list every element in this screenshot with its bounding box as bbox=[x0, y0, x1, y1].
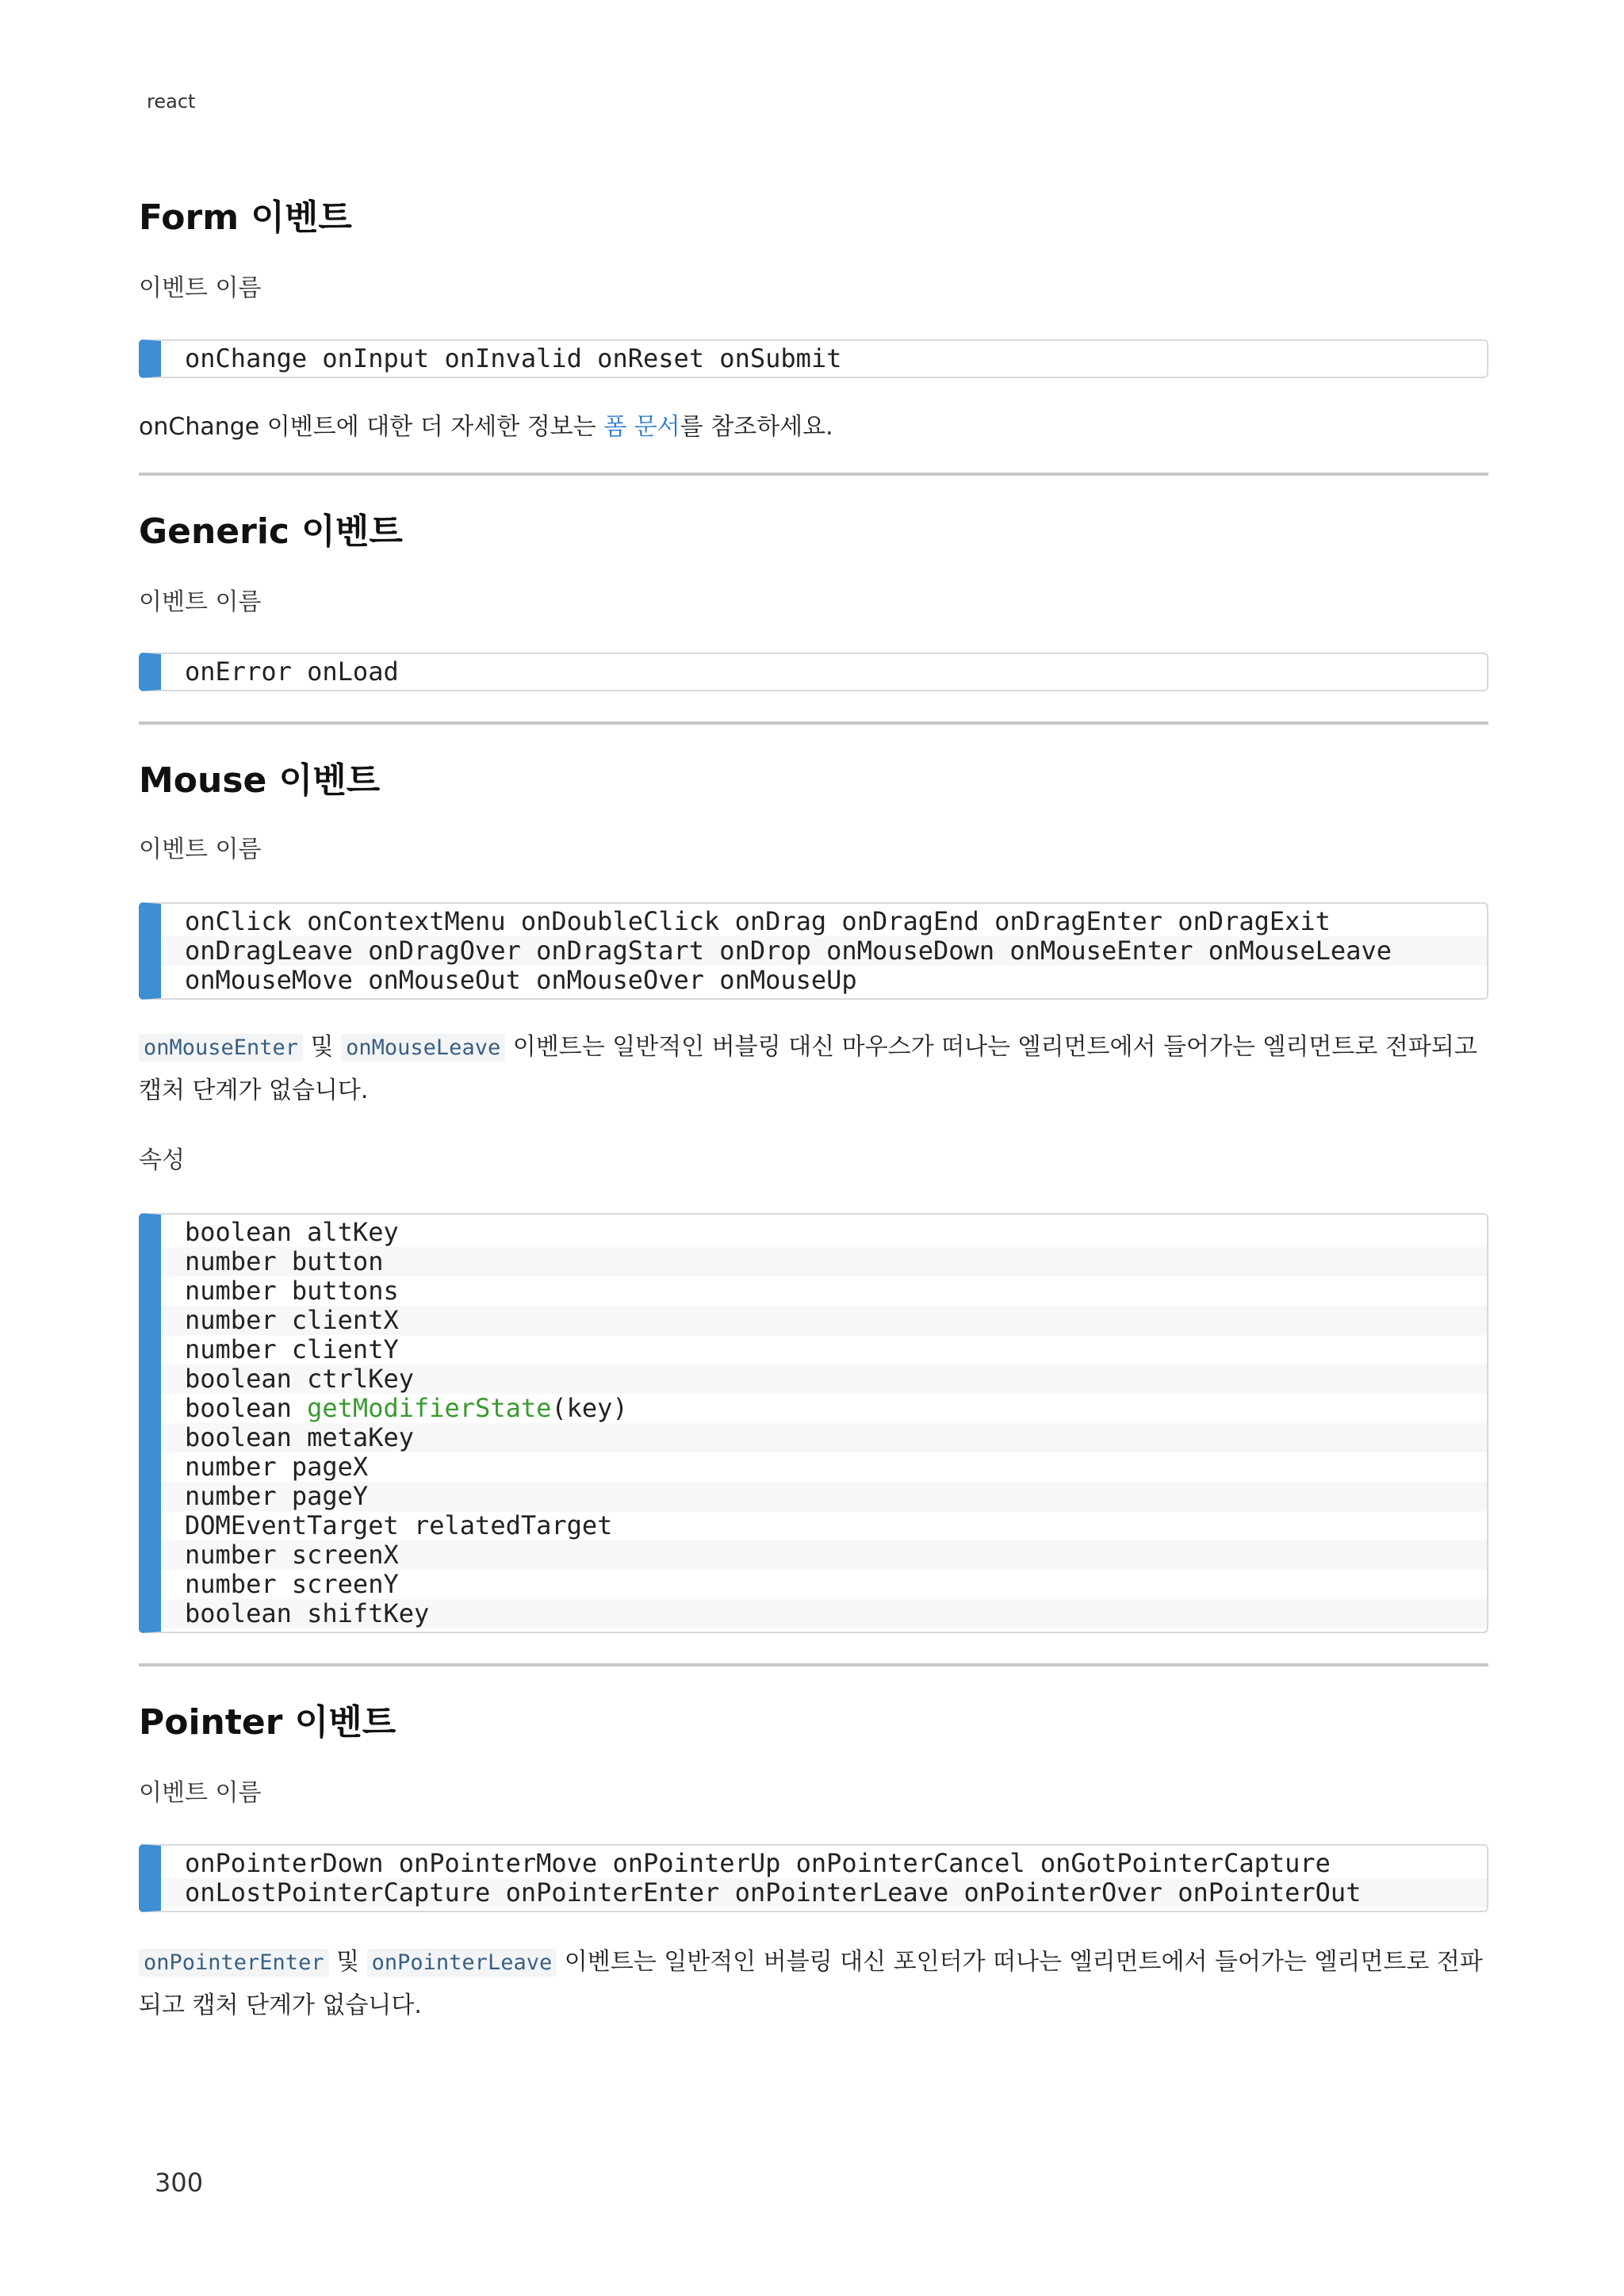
pointer-events-heading: Pointer 이벤트 bbox=[139, 1702, 396, 1743]
code-line: number pageX bbox=[185, 1452, 369, 1482]
code-line: onDragLeave onDragOver onDragStart onDrop onMouseDown onMouseEnter onMouseLeave bbox=[161, 936, 1487, 966]
form-event-names-label: 이벤트 이름 bbox=[139, 274, 262, 302]
code-line: number pageY bbox=[161, 1482, 1487, 1511]
section-divider bbox=[139, 473, 1488, 476]
mouse-properties-label: 속성 bbox=[139, 1146, 185, 1174]
inline-code-pointerenter: onPointerEnter bbox=[139, 1949, 329, 1976]
form-events-heading: Form 이벤트 bbox=[139, 197, 352, 238]
inline-code-mouseleave: onMouseLeave bbox=[341, 1034, 505, 1062]
code-line: number screenY bbox=[185, 1569, 399, 1599]
code-function-name: getModifierState bbox=[307, 1393, 552, 1423]
code-line: onError onLoad bbox=[185, 656, 399, 687]
generic-event-names-label: 이벤트 이름 bbox=[139, 588, 262, 616]
generic-events-heading: Generic 이벤트 bbox=[139, 511, 403, 552]
code-line: boolean altKey bbox=[185, 1217, 399, 1247]
form-note bbox=[139, 406, 1488, 449]
pointer-event-names-code bbox=[139, 1844, 1488, 1912]
mouse-note bbox=[139, 1026, 1488, 1112]
mouse-properties-code bbox=[139, 1213, 1488, 1633]
generic-event-names-code bbox=[139, 652, 1488, 691]
code-line: number clientX bbox=[161, 1306, 1487, 1335]
code-line: number buttons bbox=[185, 1276, 399, 1306]
form-docs-link[interactable]: 폼 문서 bbox=[603, 413, 680, 441]
mouse-event-names-label: 이벤트 이름 bbox=[139, 836, 262, 863]
code-line: onLostPointerCapture onPointerEnter onPointerLeave onPointerOver onPointerOut bbox=[161, 1878, 1487, 1908]
code-line: boolean shiftKey bbox=[161, 1599, 1487, 1628]
form-note-text-end: 를 참조하세요. bbox=[680, 413, 833, 441]
section-divider bbox=[139, 1663, 1488, 1667]
code-line: onClick onContextMenu onDoubleClick onDrag onDragEnd onDragEnter onDragExit bbox=[185, 906, 1331, 936]
mouse-note-text: 이벤트는 일반적인 버블링 대신 마우스가 떠나는 엘리먼트에서 들어가는 엘리먼트로 전파되고 캡처 단계가 없습니다. bbox=[139, 1033, 1477, 1104]
code-type: boolean bbox=[185, 1393, 308, 1423]
running-head: react bbox=[147, 90, 196, 113]
form-event-names-code bbox=[139, 339, 1488, 378]
code-line bbox=[185, 1394, 1487, 1423]
pointer-note-text: 이벤트는 일반적인 버블링 대신 포인터가 떠나는 엘리먼트에서 들어가는 엘리먼트로 전파되고 캡처 단계가 없습니다. bbox=[139, 1948, 1483, 2019]
code-line: onMouseMove onMouseOut onMouseOver onMouseUp bbox=[185, 965, 857, 995]
code-line: number clientY bbox=[185, 1334, 399, 1364]
mouse-event-names-code bbox=[139, 902, 1488, 1000]
mouse-events-heading: Mouse 이벤트 bbox=[139, 760, 381, 801]
inline-code-pointerleave: onPointerLeave bbox=[367, 1949, 557, 1976]
form-note-text: onChange 이벤트에 대한 더 자세한 정보는 bbox=[139, 413, 604, 441]
code-function-args: (key) bbox=[551, 1393, 628, 1423]
note-conjunction: 및 bbox=[328, 1948, 367, 1976]
code-line: number button bbox=[161, 1247, 1487, 1276]
code-line: onChange onInput onInvalid onReset onSubmit bbox=[185, 343, 842, 373]
pointer-note bbox=[139, 1941, 1488, 2027]
inline-code-mouseenter: onMouseEnter bbox=[139, 1034, 303, 1062]
code-line: DOMEventTarget relatedTarget bbox=[185, 1510, 613, 1540]
code-line: onPointerDown onPointerMove onPointerUp onPointerCancel onGotPointerCapture bbox=[185, 1848, 1331, 1878]
code-line: boolean ctrlKey bbox=[161, 1364, 1487, 1394]
code-line: boolean metaKey bbox=[161, 1423, 1487, 1452]
pointer-event-names-label: 이벤트 이름 bbox=[139, 1779, 262, 1807]
section-divider bbox=[139, 721, 1488, 725]
code-line: number screenX bbox=[161, 1540, 1487, 1570]
page-number: 300 bbox=[155, 2168, 204, 2198]
note-conjunction: 및 bbox=[303, 1033, 342, 1061]
